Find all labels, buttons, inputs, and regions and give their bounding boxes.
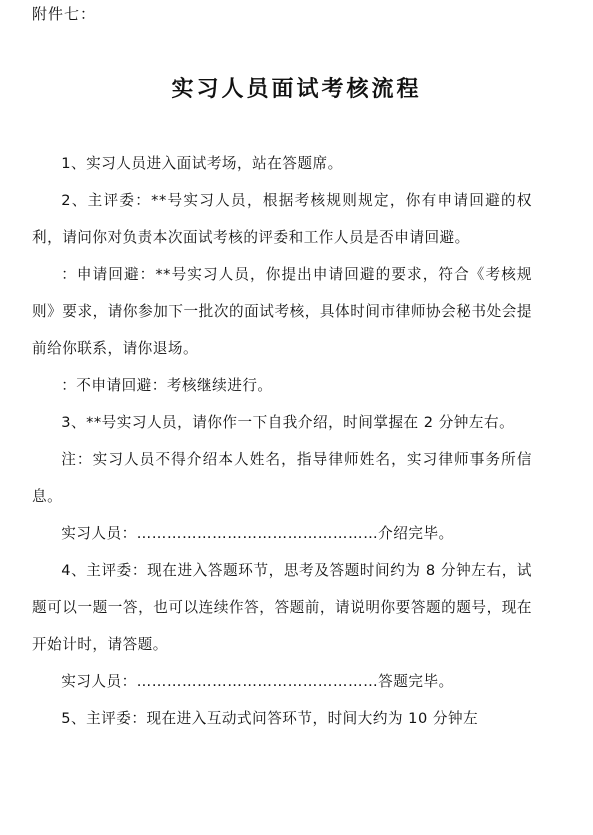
paragraph-step-2: 2、主评委：**号实习人员，根据考核规则规定，你有申请回避的权利，请问你对负责本次面试考核的评委和工作人员是否申请回避。 [32, 192, 532, 246]
document-title: 实习人员面试考核流程 [171, 76, 422, 102]
paragraph-step-3: 3、**号实习人员，请你作一下自我介绍，时间掌握在 2 分钟左右。 [61, 414, 515, 431]
paragraph-step-5: 5、主评委：现在进入互动式问答环节，时间大约为 10 分钟左 [61, 710, 479, 727]
paragraph-no-recusal: ：不申请回避：考核继续进行。 [61, 377, 273, 394]
document-body [32, 145, 532, 737]
paragraph-apply-recusal: ：申请回避：**号实习人员，你提出申请回避的要求，符合《考核规则》要求，请你参加下一批次的面试考核，具体时间市律师协会秘书处会提前给你联系，请你退场。 [32, 266, 532, 357]
paragraph-answer-complete: 实习人员：…………………………………………答题完毕。 [61, 673, 454, 690]
paragraph-step-4: 4、主评委：现在进入答题环节，思考及答题时间约为 8 分钟左右，试题可以一题一答，也可以连续作答，答题前，请说明你要答题的题号，现在开始计时，请答题。 [32, 562, 532, 653]
paragraph-step-1: 1、实习人员进入面试考场，站在答题席。 [61, 155, 343, 172]
attachment-label: 附件七： [32, 5, 97, 23]
paragraph-intro-complete: 实习人员：…………………………………………介绍完毕。 [61, 525, 454, 542]
paragraph-note: 注：实习人员不得介绍本人姓名，指导律师姓名，实习律师事务所信息。 [32, 451, 532, 505]
